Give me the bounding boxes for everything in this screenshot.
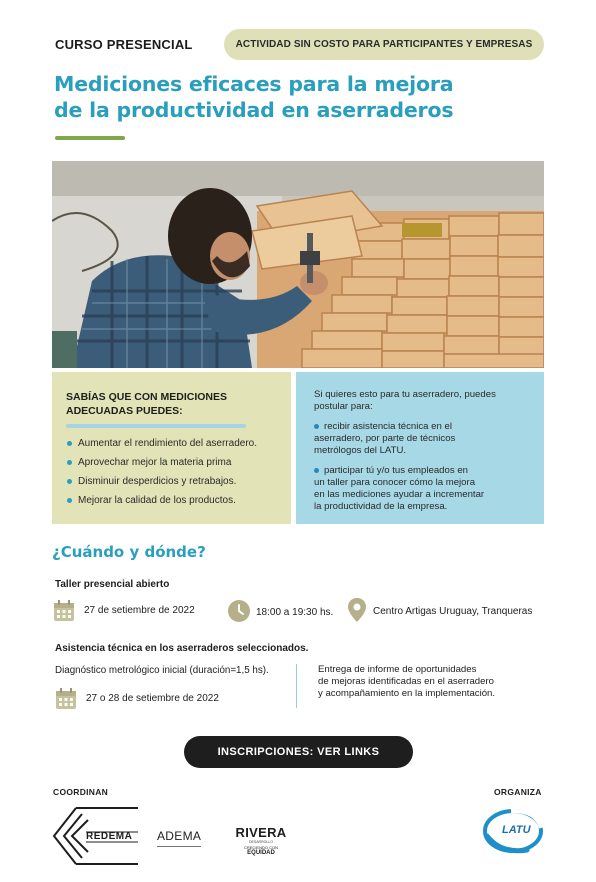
adema-logo-text: ADEMA — [157, 829, 202, 843]
workshop-place-row — [347, 598, 532, 625]
apply-item-technical-assistance — [314, 421, 530, 457]
diagnosis-date: 27 o 28 de setiembre de 2022 — [86, 692, 219, 704]
report-line-1: Entrega de informe de oportunidades — [318, 664, 477, 675]
benefit-item: Aprovechar mejor la materia prima — [66, 457, 277, 469]
schedule-divider — [296, 664, 297, 708]
rivera-logo-sub2: CRECIENDO CON — [243, 845, 278, 850]
coordinators-label: COORDINAN — [53, 787, 109, 797]
report-line-3: y acompañamiento en la implementación. — [318, 688, 496, 699]
apply-item1-line3: metrólogos del LATU. — [314, 445, 407, 456]
report-line-2: de mejoras identificadas en el aserradero — [318, 676, 494, 687]
calendar-icon — [55, 688, 77, 708]
benefit-item: Aumentar el rendimiento del aserradero. — [66, 438, 277, 450]
apply-item1-line2: aserradero, por parte de técnicos — [314, 433, 456, 444]
apply-item-workshop — [314, 465, 530, 513]
apply-item2-line2: un taller para conocer cómo la mejora — [314, 477, 476, 488]
workshop-date: 27 de setiembre de 2022 — [84, 604, 195, 616]
adema-logo — [157, 827, 201, 847]
diagnosis-text: Diagnóstico metrológico inicial (duración=1,5 hs). — [55, 665, 269, 676]
diagnosis-date-row — [55, 688, 219, 708]
registration-links-button[interactable]: INSCRIPCIONES: VER LINKS — [184, 736, 413, 768]
apply-item2-line3: en las mediciones ayudar a incrementar — [314, 489, 485, 500]
apply-item2-line1: participar tú y/o tus empleados en — [324, 465, 468, 476]
benefit-item: Mejorar la calidad de los productos. — [66, 495, 277, 507]
workshop-time-row — [228, 600, 333, 625]
course-type: CURSO PRESENCIAL — [55, 37, 193, 52]
workshop-place: Centro Artigas Uruguay, Tranqueras — [373, 606, 533, 617]
apply-panel — [296, 372, 544, 524]
redema-logo-text: REDEMA — [86, 831, 133, 842]
workshop-date-row — [53, 600, 195, 620]
calendar-icon — [53, 600, 75, 620]
adema-logo-underline — [157, 846, 201, 847]
benefits-heading-line-1: SABÍAS QUE CON MEDICIONES — [66, 391, 228, 403]
location-pin-icon — [347, 598, 367, 625]
rivera-logo-sub1: DESARROLLO — [249, 840, 273, 844]
workshop-time: 18:00 a 19:30 hs. — [256, 607, 334, 618]
rivera-logo-text: RIVERA — [235, 825, 287, 840]
assistance-title: Asistencia técnica en los aserraderos seleccionados. — [55, 643, 309, 654]
worker-measuring-lumber-photo — [52, 161, 544, 368]
benefits-heading-bar — [66, 424, 246, 428]
benefits-list — [66, 438, 277, 507]
apply-item1-line1: recibir asistencia técnica en el — [324, 421, 452, 432]
when-where-heading: ¿Cuándo y dónde? — [52, 543, 206, 561]
apply-intro-line-2: postular para: — [314, 401, 373, 412]
free-activity-badge: ACTIVIDAD SIN COSTO PARA PARTICIPANTES Y EMPRESAS — [224, 29, 544, 60]
benefits-heading — [66, 390, 277, 418]
apply-item2-line4: la productividad de la empresa. — [314, 501, 448, 512]
title-line-1: Mediciones eficaces para la mejora — [54, 72, 454, 96]
benefits-heading-line-2: ADECUADAS PUEDES: — [66, 405, 183, 417]
page-title — [54, 71, 504, 123]
latu-logo — [481, 806, 545, 856]
redema-logo — [46, 804, 141, 867]
benefit-item: Disminuir desperdicios y retrabajos. — [66, 476, 277, 488]
title-line-2: de la productividad en aserraderos — [54, 98, 454, 122]
apply-intro — [314, 389, 530, 413]
title-underline — [55, 136, 125, 140]
workshop-title: Taller presencial abierto — [55, 579, 170, 590]
latu-logo-text: LATU — [502, 824, 531, 836]
clock-icon — [228, 600, 250, 625]
apply-list — [314, 421, 530, 513]
apply-intro-line-1: Si quieres esto para tu aserradero, puedes — [314, 389, 496, 400]
organizer-label: ORGANIZA — [494, 787, 542, 797]
benefits-panel — [52, 372, 291, 524]
report-text — [318, 664, 538, 700]
rivera-logo-sub3: EQUIDAD — [247, 850, 275, 856]
rivera-logo — [231, 826, 291, 857]
